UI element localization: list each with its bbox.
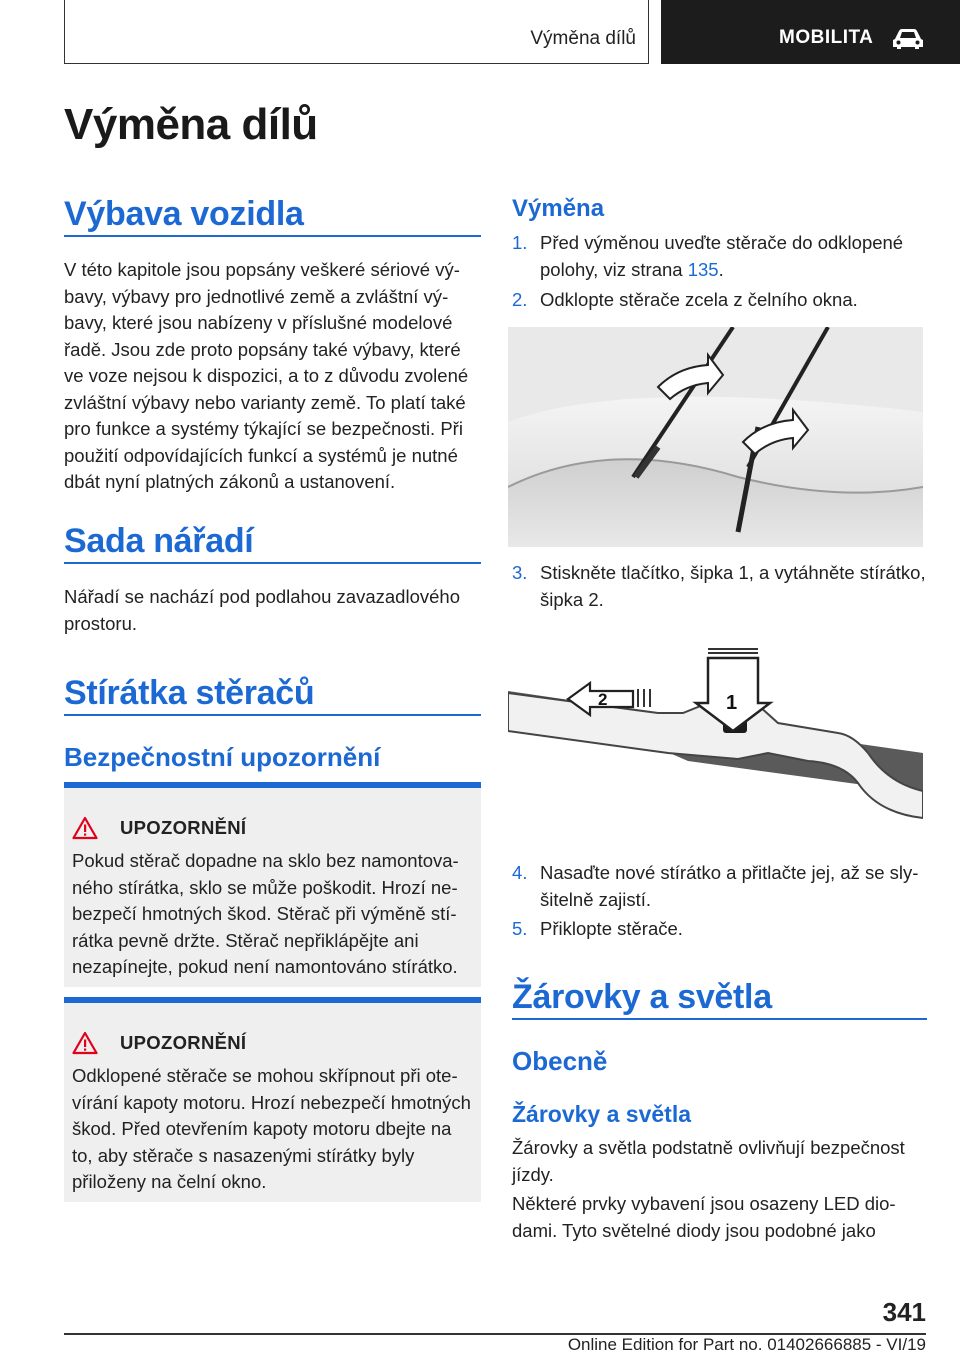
step-item: [512, 230, 927, 283]
step-number: 2.: [512, 289, 528, 310]
step-text: Přiklopte stěrače.: [540, 918, 683, 939]
vybava-text: V této kapitole jsou popsány veškeré sériové výbavy, výbavy pro jednotlivé země a zvláštní výbavy, které jsou nabízeny v příslušné modelové řadě. Jsou zde proto popsány také výbavy, které ve voze nejsou k dispozici, a to z důvodu zvolené zvláštní výbavy nebo varianty země. To platí také pro funkce a systémy týkající se bezpečnosti. Při použití odpovídajících funkcí a systémů je nutné dbát nyní platných zákonů a ustanovení.: [64, 259, 469, 492]
heading-rule: [64, 562, 481, 564]
step-number: 5.: [512, 918, 528, 939]
heading-rule: [64, 235, 481, 237]
sada-text: Nářadí se nachází pod podlahou zavazadlového prostoru.: [64, 586, 460, 634]
warning-box: [64, 782, 481, 987]
heading-zarovky-sub: Žárovky a světla: [512, 1101, 692, 1127]
figure-wiper-release-drawing: [508, 643, 923, 846]
header-chapter-box: [661, 0, 960, 64]
heading-bezpecnostni-upozorneni: Bezpečnostní upozornění: [64, 742, 381, 772]
step-text: Stiskněte tlačítko, šipka 1, a vytáhněte stírátko, šipka 2.: [540, 562, 926, 610]
step-item: [512, 860, 927, 913]
heading-rule: [64, 714, 481, 716]
page-number: 341: [882, 1297, 926, 1327]
header-section-title: Výměna dílů: [530, 28, 636, 49]
warning-triangle-icon: [72, 1031, 98, 1055]
figure-wipers-raised: [508, 327, 923, 547]
arrow-label-2: 2: [598, 690, 608, 709]
car-icon: [891, 27, 925, 51]
step-number: 4.: [512, 862, 528, 883]
step-item: [512, 287, 927, 314]
step-text: Nasaďte nové stírátko a přitlačte jej, až se slyšitelně zajistí.: [540, 862, 919, 910]
step-item: [512, 916, 927, 943]
heading-zarovky: Žárovky a světla: [512, 978, 772, 1016]
heading-vybava-vozidla: Výbava vozidla: [64, 195, 304, 233]
warning-text: Pokud stěrač dopadne na sklo bez namontovaného stírátka, sklo se může poškodit. Hrozí nebezpečí hmotných škod. Stěrač při výměně stírátka pevně držte. Stěrač nepřiklápějte ani nezapínejte, pokud není namontováno stírátko.: [72, 850, 459, 977]
warning-box: [64, 997, 481, 1202]
heading-stiratka: Stírátka stěračů: [64, 674, 315, 712]
page-title: Výměna dílů: [64, 100, 318, 149]
zarovky-text-2: Některé prvky vybavení jsou osazeny LED diodami. Tyto světelné diody jsou podobné jako: [512, 1193, 896, 1241]
warning-triangle-icon: [72, 816, 98, 840]
heading-rule: [512, 1018, 927, 1020]
heading-vymena: Výměna: [512, 195, 605, 222]
header-section-box: [64, 0, 649, 64]
figure-wipers-raised-drawing: [508, 327, 923, 547]
step-text: Před výměnou uveďte stěrače do odklopené polohy, viz strana 135.: [540, 232, 904, 280]
page-link[interactable]: 135: [687, 258, 719, 280]
edition-note: Online Edition for Part no. 01402666885 - VI/19: [567, 1335, 926, 1354]
arrow-label-1: 1: [726, 692, 738, 714]
warning-title: UPOZORNĚNÍ: [120, 1032, 247, 1053]
step-text: Odklopte stěrače zcela z čelního okna.: [540, 289, 858, 310]
step-number: 1.: [512, 232, 528, 253]
step-item: [512, 560, 927, 613]
header-chapter-title: MOBILITA: [779, 27, 874, 48]
figure-wiper-release: [508, 643, 923, 846]
heading-sada-naradi: Sada nářadí: [64, 522, 254, 560]
zarovky-text-1: Žárovky a světla podstatně ovlivňují bezpečnost jízdy.: [512, 1137, 905, 1185]
step-number: 3.: [512, 562, 528, 583]
heading-obecne: Obecně: [512, 1046, 608, 1076]
warning-text: Odklopené stěrače se mohou skřípnout při otevírání kapoty motoru. Hrozí nebezpečí hmotných škod. Před otevřením kapoty motoru dbejte na to, aby stěrače s nasazenými stírátky byly přiloženy na čelní okno.: [72, 1065, 471, 1192]
warning-title: UPOZORNĚNÍ: [120, 817, 247, 838]
